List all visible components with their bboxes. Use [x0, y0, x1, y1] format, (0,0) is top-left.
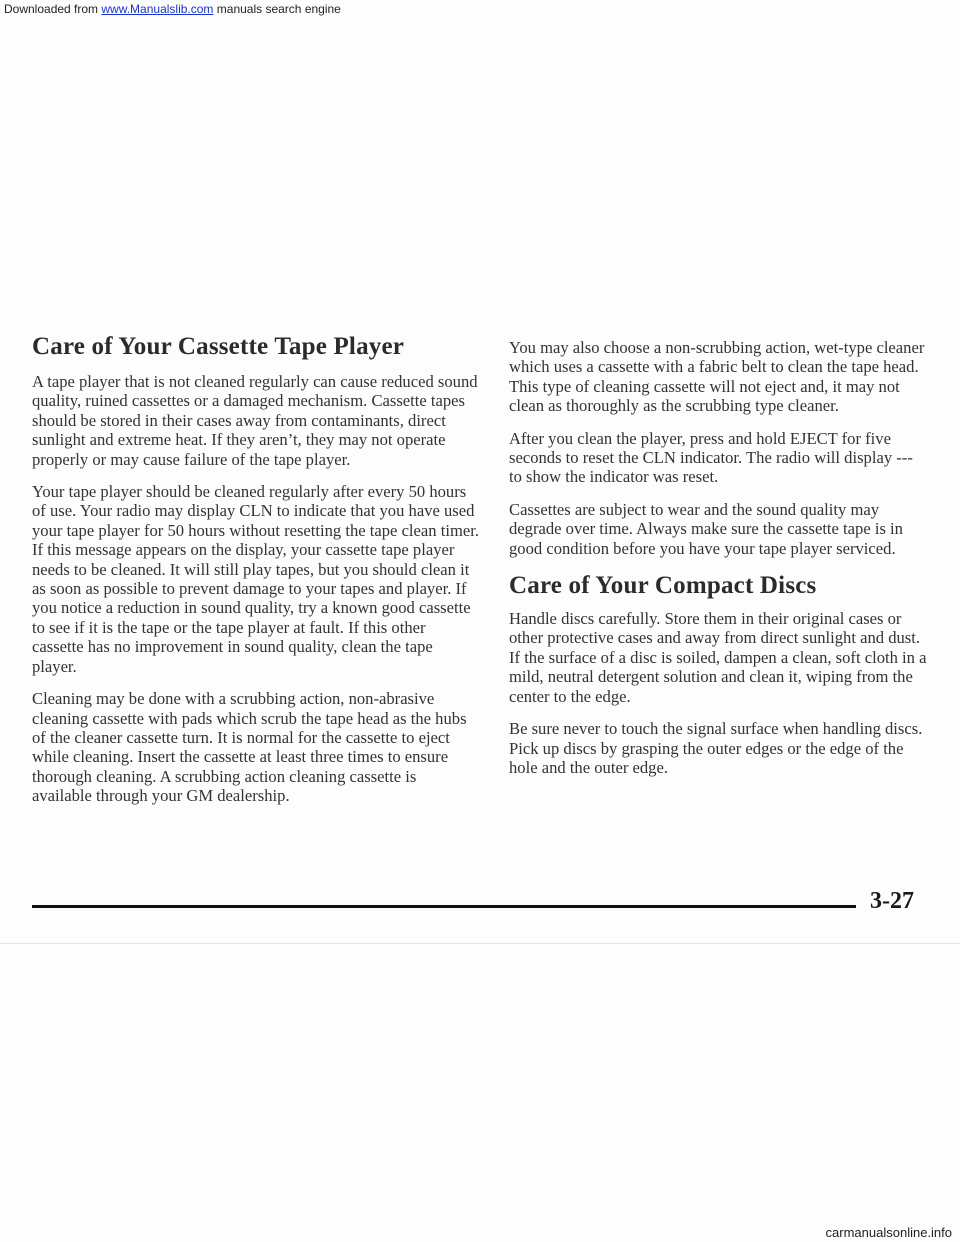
paragraph: Cleaning may be done with a scrubbing action, non-abrasive cleaning cassette with pads which scrub the tape head as the hubs of the cleaner cassette turn. It is normal for the cassette to eject while cleaning. Insert the cassette at least three times to ensure thorough cleaning. A scrubbing action cleaning cassette is available through your GM dealership. — [32, 689, 467, 806]
section-heading-cassette: Care of Your Cassette Tape Player — [32, 333, 405, 360]
right-column — [509, 338, 929, 790]
paragraph: After you clean the player, press and hold EJECT for five seconds to reset the CLN indicator. The radio will display --- to show the indicator was reset. — [509, 428, 913, 487]
paragraph: Handle discs carefully. Store them in their original cases or other protective cases and away from direct sunlight and dust. If the surface of a disc is soiled, dampen a clean, soft cloth in a mild, neutral detergent solution and clean it, wiping from the center to the edge. — [509, 609, 927, 706]
section-heading-compact-discs: Care of Your Compact Discs — [509, 572, 817, 600]
page-number: 3-27 — [870, 888, 914, 914]
banner-suffix: manuals search engine — [213, 2, 341, 16]
paragraph: You may also choose a non-scrubbing action, wet-type cleaner which uses a cassette with a fabric belt to clean the tape head. This type of cleaning cassette will not eject and, it may not clean as thoroughly as the scrubbing type cleaner. — [509, 338, 925, 416]
manualslib-link[interactable]: www.Manualslib.com — [101, 2, 214, 16]
watermark-text: carmanualsonline.info — [825, 1225, 952, 1240]
banner-prefix: Downloaded from — [4, 2, 102, 16]
paragraph: Your tape player should be cleaned regularly after every 50 hours of use. Your radio may display CLN to indicate that you have used your tape player for 50 hours without resetting the tape clean timer. If this message appears on the display, your cassette tape player needs to be cleaned. It will still play tapes, but you should clean it as soon as possible to prevent damage to your tapes and player. If you notice a reduction in sound quality, try a known good cassette to see if it is the tape or the tape player at fault. If this other cassette has no improvement in sound quality, clean the tape player. — [32, 482, 479, 676]
paragraph: Be sure never to touch the signal surface when handling discs. Pick up discs by grasping the outer edges or the edge of the hole and the outer edge. — [509, 719, 923, 777]
footer-rule — [32, 905, 856, 908]
paragraph: Cassettes are subject to wear and the sound quality may degrade over time. Always make sure the cassette tape is in good condition before you have your tape player serviced. — [509, 499, 903, 558]
left-column — [32, 332, 480, 819]
paragraph: A tape player that is not cleaned regularly can cause reduced sound quality, ruined cassettes or a damaged mechanism. Cassette tapes should be stored in their cases away from contaminants, direct sunlight and extreme heat. If they aren’t, they may not operate properly or may cause failure of the tape player. — [32, 372, 478, 469]
scan-line — [0, 943, 960, 944]
download-banner — [4, 2, 341, 16]
